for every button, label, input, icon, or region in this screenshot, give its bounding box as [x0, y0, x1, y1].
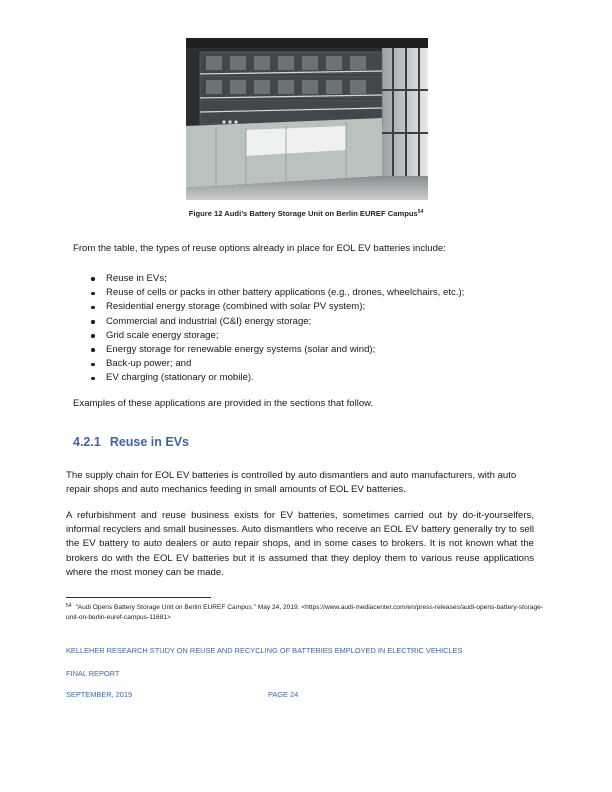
figure-caption: Figure 12 Audi’s Battery Storage Unit on Berlin EUREF Campus$^{54}$ — [188, 209, 424, 218]
list-item: Residential energy storage (combined with solar PV system); — [90, 300, 464, 314]
section-heading — [73, 435, 189, 449]
footnote-text: “Audi Opens Battery Storage Unit on Berlin EUREF Campus.” May 24, 2019. <https://www.audi-mediacenter.com/en/press-releases/audi-opens-battery-storage-unit-on-berlin-euref-campus-11681> — [66, 604, 544, 621]
section-title: Reuse in EVs — [109, 435, 190, 449]
footnote — [66, 601, 546, 623]
footnote-ref: 54 — [417, 209, 424, 215]
list-item: EV charging (stationary or mobile). — [90, 371, 464, 385]
intro-text: From the table, the types of reuse options already in place for EOL EV batteries include: — [73, 243, 446, 254]
footnote-divider — [66, 597, 211, 598]
list-item: Commercial and industrial (C&I) energy storage; — [90, 315, 464, 329]
paragraph-supply-chain: The supply chain for EOL EV batteries is controlled by auto dismantlers and auto manufacturers, with auto repair shops and auto mechanics feeding in small amounts of EOL EV batteries. — [66, 470, 517, 496]
footer-date: SEPTEMBER, 2019 — [66, 690, 133, 699]
list-item: Reuse of cells or packs in other battery applications (e.g., drones, wheelchairs, etc.); — [90, 286, 464, 300]
footer-study-title: KELLEHER RESEARCH STUDY ON REUSE AND RECYCLING OF BATTERIES EMPLOYED IN ELECTRIC VEHICLES — [66, 646, 463, 655]
battery-storage-photo — [186, 38, 428, 200]
list-item: Energy storage for renewable energy systems (solar and wind); — [90, 343, 464, 357]
list-item: Back-up power; and — [90, 357, 464, 371]
footer-page-number: PAGE 24 — [268, 690, 299, 699]
reuse-options-list — [90, 272, 464, 386]
battery-storage-illustration — [186, 38, 428, 200]
footnote-number: 54 — [66, 603, 72, 609]
footer-report-type: FINAL REPORT — [66, 669, 120, 678]
list-item: Grid scale energy storage; — [90, 329, 464, 343]
examples-text: Examples of these applications are provided in the sections that follow. — [73, 398, 374, 409]
section-number: 4.2.1 — [73, 435, 101, 449]
paragraph-refurbishment: A refurbishment and reuse business exists for EV batteries, sometimes carried out by do-it-yourselfers, informal recyclers and small businesses. Auto dismantlers who receive an EOL EV battery generally try to sell the EV battery to auto dealers or auto repair shops, and in some cases to brokers. It is not known what the brokers do with the EOL EV batteries but it is assumed that they deploy them to various reuse applications where the most money can be made. — [66, 510, 534, 578]
list-item: Reuse in EVs; — [90, 272, 464, 286]
